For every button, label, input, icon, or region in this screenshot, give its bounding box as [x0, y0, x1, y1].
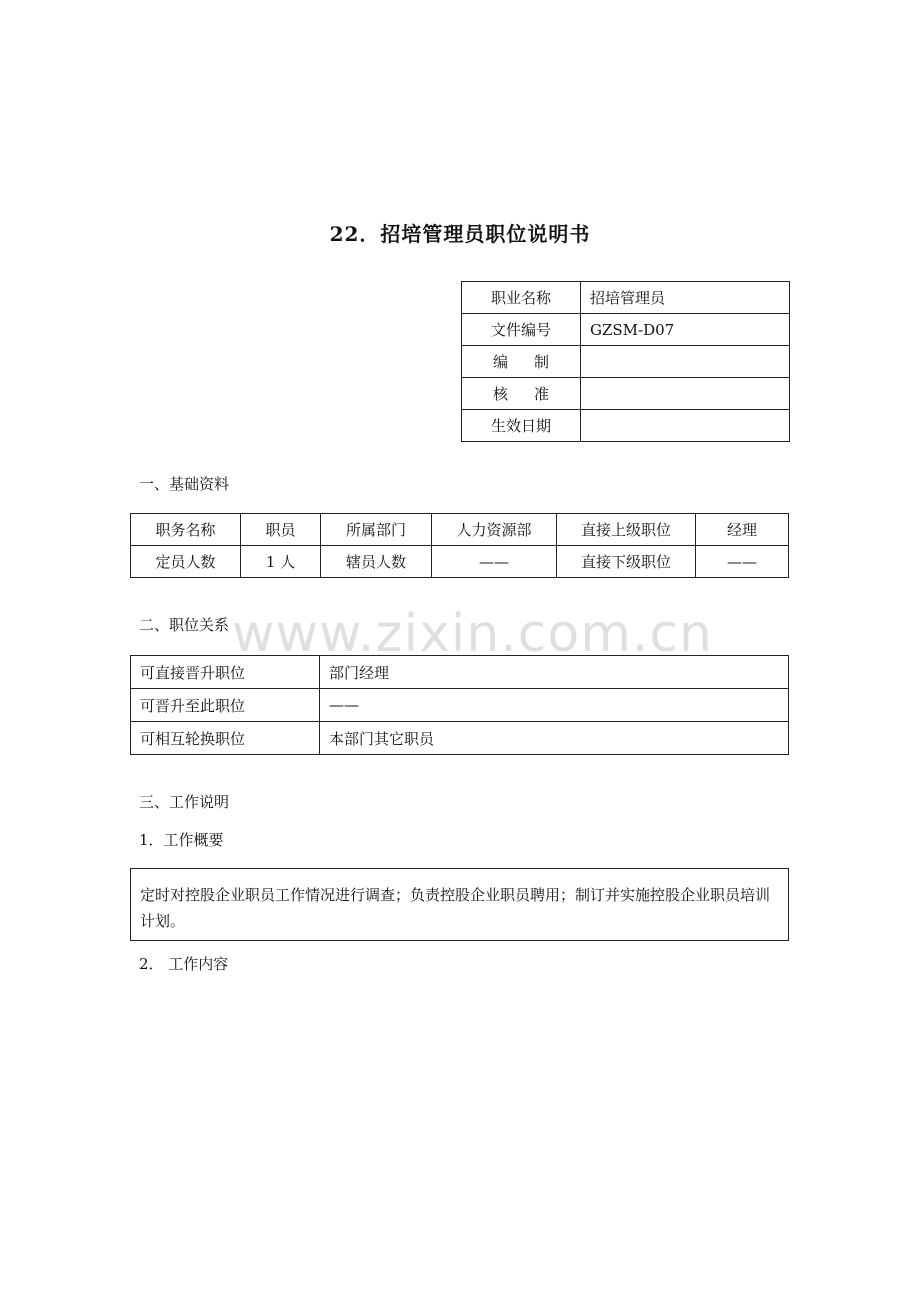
table-cell: 职员: [241, 514, 321, 546]
label-cell: 文件编号: [462, 314, 581, 346]
table-cell: 经理: [696, 514, 789, 546]
table-cell: 定员人数: [131, 546, 241, 578]
table-cell: 1 人: [241, 546, 321, 578]
table-row: [462, 410, 790, 442]
label-cell: 可直接晋升职位: [131, 656, 320, 689]
table-row: [462, 378, 790, 410]
subsection-heading-overview: 1．工作概要: [139, 831, 224, 849]
table-cell: ——: [696, 546, 789, 578]
section-heading-relations: 二、职位关系: [139, 616, 230, 634]
section-heading-work: 三、工作说明: [139, 793, 230, 811]
work-overview-box: [130, 868, 789, 941]
value-cell: [581, 378, 790, 410]
page-title: 22．招培管理员职位说明书: [329, 222, 591, 246]
label-cell: 编制: [462, 346, 581, 378]
table-cell: 直接上级职位: [557, 514, 696, 546]
value-cell: 部门经理: [320, 656, 789, 689]
value-cell: 本部门其它职员: [320, 722, 789, 755]
label-cell: 可相互轮换职位: [131, 722, 320, 755]
table-row: [131, 722, 789, 755]
table-cell: 直接下级职位: [557, 546, 696, 578]
value-cell: [581, 346, 790, 378]
label-cell: 核准: [462, 378, 581, 410]
watermark-text: www.zixin.com.cn: [232, 604, 713, 664]
table-row: [462, 346, 790, 378]
section-heading-basic: 一、基础资料: [139, 475, 230, 493]
work-overview-text: 定时对控股企业职员工作情况进行调查；负责控股企业职员聘用；制订并实施控股企业职员培训计划。: [140, 886, 771, 930]
value-cell: [581, 410, 790, 442]
table-row: [131, 546, 789, 578]
table-cell: 职务名称: [131, 514, 241, 546]
table-cell: 所属部门: [321, 514, 432, 546]
label-cell: 可晋升至此职位: [131, 689, 320, 722]
table-cell: 人力资源部: [432, 514, 557, 546]
value-cell: GZSM-D07: [581, 314, 790, 346]
table-row: [131, 689, 789, 722]
table-row: [131, 514, 789, 546]
basic-info-table: [130, 513, 789, 578]
header-info-table: [461, 281, 790, 442]
value-cell: ——: [320, 689, 789, 722]
table-cell: ——: [432, 546, 557, 578]
table-row: [462, 314, 790, 346]
table-cell: 辖员人数: [321, 546, 432, 578]
label-cell: 生效日期: [462, 410, 581, 442]
table-row: [462, 282, 790, 314]
value-cell: 招培管理员: [581, 282, 790, 314]
subsection-heading-content: 2． 工作内容: [139, 955, 229, 973]
relations-table: [130, 655, 789, 755]
label-cell: 职业名称: [462, 282, 581, 314]
table-row: [131, 656, 789, 689]
